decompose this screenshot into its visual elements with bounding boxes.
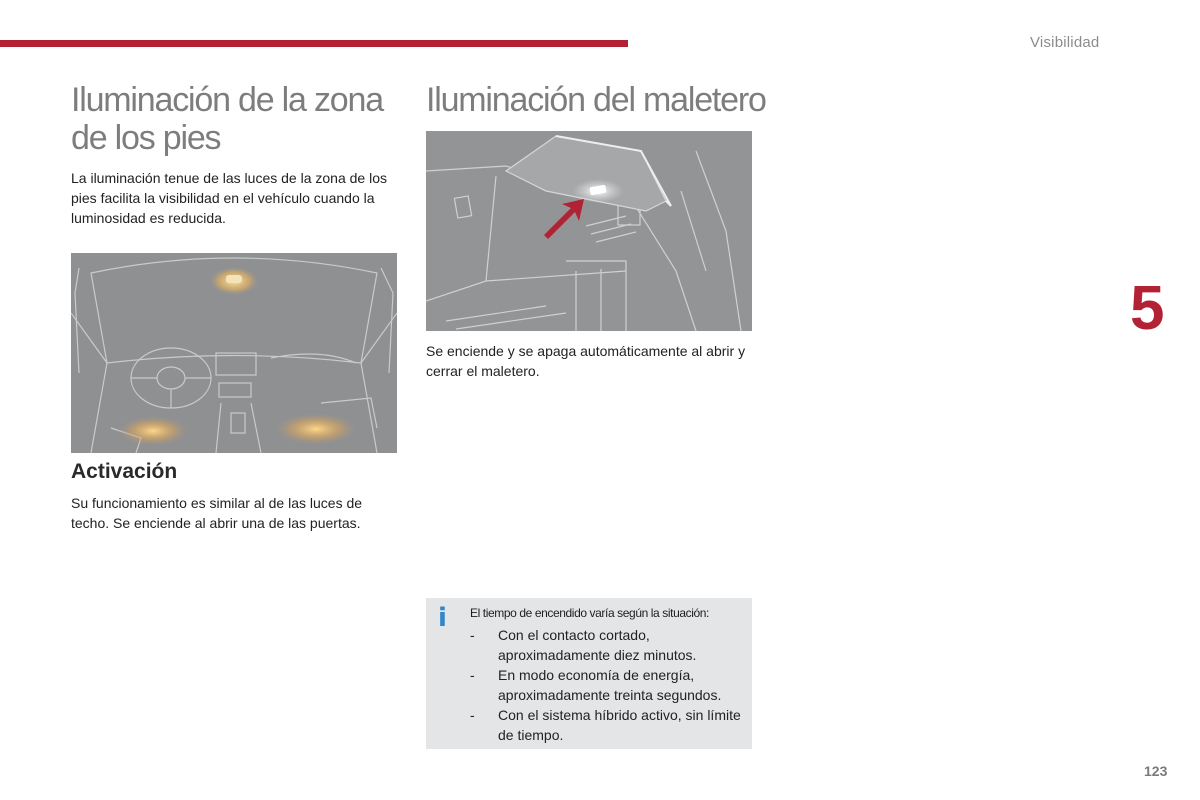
- section-label: Visibilidad: [1030, 34, 1100, 51]
- info-list: [470, 625, 745, 745]
- list-dash: -: [470, 667, 475, 683]
- chapter-number: 5: [1130, 274, 1165, 343]
- list-item-text: Con el sistema híbrido activo, sin límite de tiempo.: [498, 707, 741, 743]
- info-icon: i: [438, 603, 447, 633]
- trunk-illustration: [426, 131, 752, 331]
- trunk-description: Se enciende y se apaga automáticamente al abrir y cerrar el maletero.: [426, 343, 746, 379]
- list-item: [470, 705, 745, 745]
- list-item: [470, 625, 745, 665]
- list-dash: -: [470, 627, 475, 643]
- footwell-lighting-title: Iluminación de la zona de los pies: [71, 81, 383, 157]
- trunk-lighting-title: Iluminación del maletero: [426, 81, 766, 119]
- activation-heading: Activación: [71, 460, 178, 483]
- arrow-pointer-icon: [544, 199, 584, 239]
- list-item: [470, 665, 745, 705]
- info-intro: El tiempo de encendido varía según la situación:: [470, 606, 709, 620]
- activation-text: Su funcionamiento es similar al de las luces de techo. Se enciende al abrir una de las puertas.: [71, 495, 363, 531]
- footwell-intro-text: La iluminación tenue de las luces de la zona de los pies facilita la visibilidad en el vehículo cuando la luminosidad es reducida.: [71, 170, 387, 226]
- page-number: 123: [1144, 763, 1168, 779]
- header-accent-bar: [0, 40, 628, 47]
- list-item-text: En modo economía de energía, aproximadamente treinta segundos.: [498, 667, 722, 703]
- list-item-text: Con el contacto cortado, aproximadamente diez minutos.: [498, 627, 697, 663]
- info-box: [426, 598, 752, 749]
- list-dash: -: [470, 707, 475, 723]
- dashboard-illustration: [71, 253, 397, 453]
